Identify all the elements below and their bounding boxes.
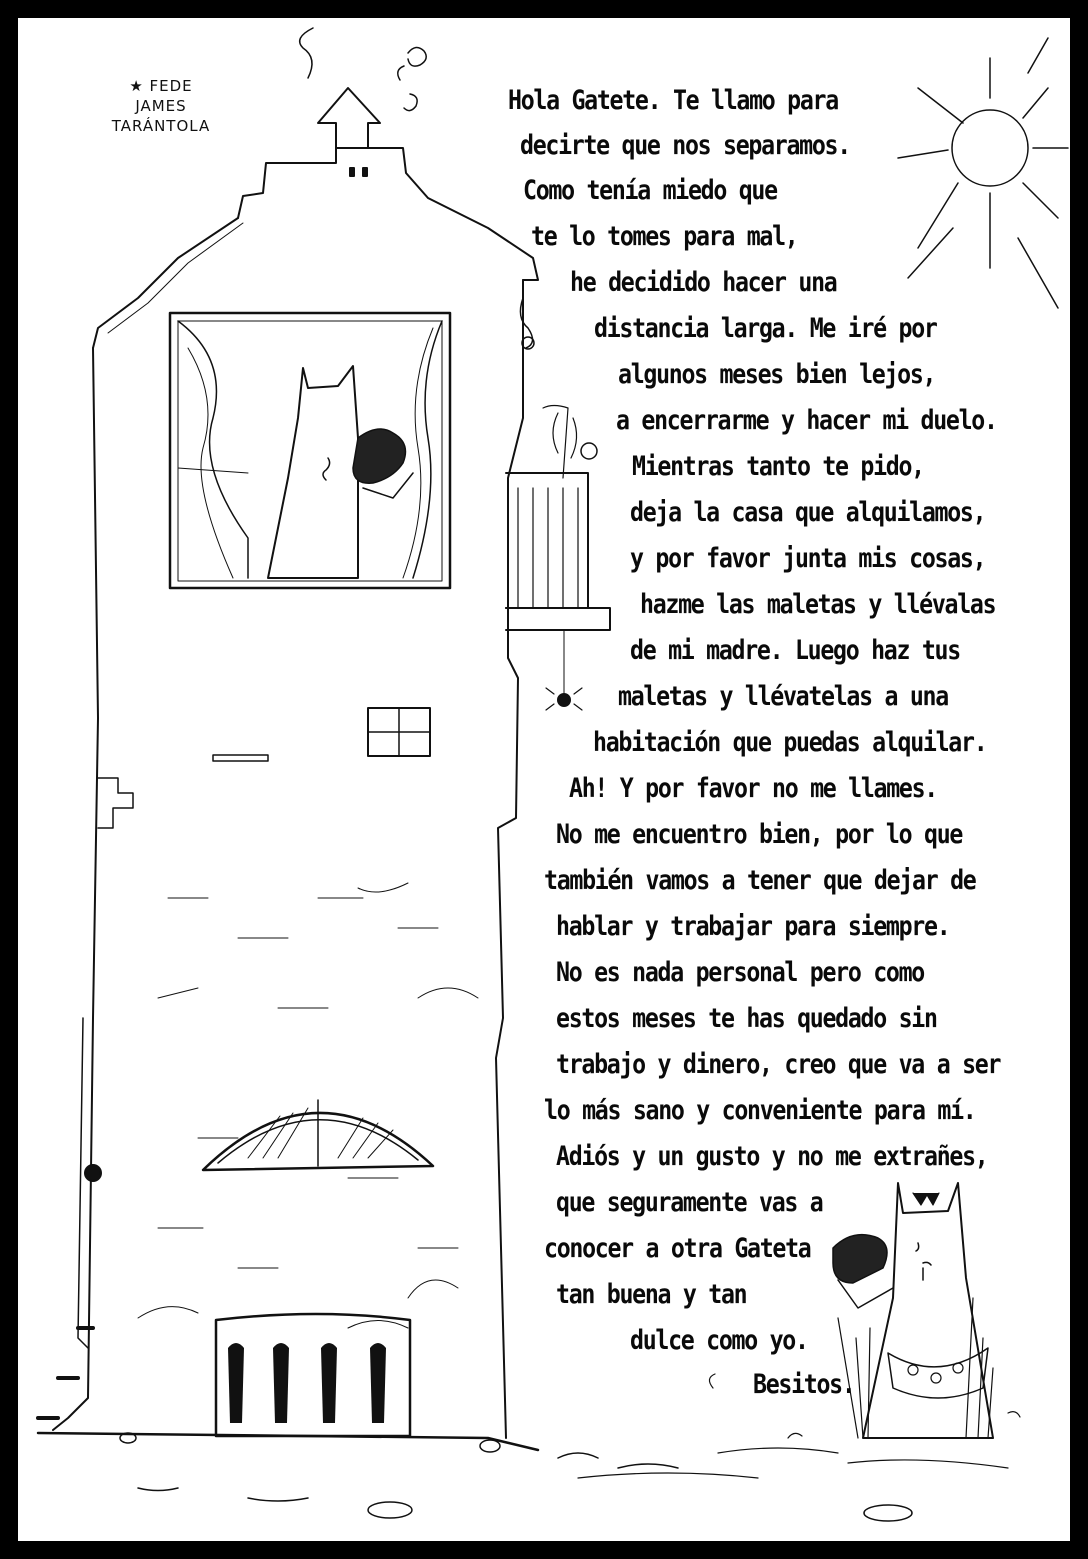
message-line: algunos meses bien lejos, <box>618 359 936 390</box>
message-line: tan buena y tan <box>556 1279 747 1310</box>
comic-page <box>18 18 1070 1541</box>
message-line: Mientras tanto te pido, <box>632 451 924 482</box>
handwritten-message <box>18 18 1070 1541</box>
message-line: maletas y llévatelas a una <box>618 681 948 712</box>
message-line: Como tenía miedo que <box>523 175 777 206</box>
message-line: a encerrarme y hacer mi duelo. <box>616 405 997 436</box>
message-line: de mi madre. Luego haz tus <box>630 635 960 666</box>
message-line: Hola Gatete. Te llamo para <box>508 85 838 116</box>
message-line: No me encuentro bien, por lo que <box>556 819 963 850</box>
message-line: trabajo y dinero, creo que va a ser <box>556 1049 1001 1080</box>
message-line: te lo tomes para mal, <box>531 221 798 252</box>
message-line: hazme las maletas y llévalas <box>640 589 996 620</box>
message-line: No es nada personal pero como <box>556 957 924 988</box>
message-line: hablar y trabajar para siempre. <box>556 911 950 942</box>
credit-line-3: TARÁNTOLA <box>111 117 211 135</box>
message-line: conocer a otra Gateta <box>544 1233 811 1264</box>
message-line: también vamos a tener que dejar de <box>544 865 976 896</box>
message-line: decirte que nos separamos. <box>520 130 850 161</box>
message-line: estos meses te has quedado sin <box>556 1003 937 1034</box>
message-line: distancia larga. Me iré por <box>594 313 937 344</box>
message-line: Besitos. <box>753 1369 855 1400</box>
message-line: que seguramente vas a <box>556 1187 823 1218</box>
message-line: y por favor junta mis cosas, <box>630 543 986 574</box>
message-line: Adiós y un gusto y no me extrañes, <box>556 1141 988 1172</box>
credit-line-1: ★ FEDE <box>129 77 193 95</box>
message-line: lo más sano y conveniente para mí. <box>544 1095 976 1126</box>
credit-line-2: JAMES <box>135 97 187 115</box>
message-line: deja la casa que alquilamos, <box>630 497 986 528</box>
message-line: he decidido hacer una <box>570 267 837 298</box>
message-line: dulce como yo. <box>630 1325 808 1356</box>
message-line: Ah! Y por favor no me llames. <box>569 773 937 804</box>
message-line: habitación que puedas alquilar. <box>593 727 987 758</box>
